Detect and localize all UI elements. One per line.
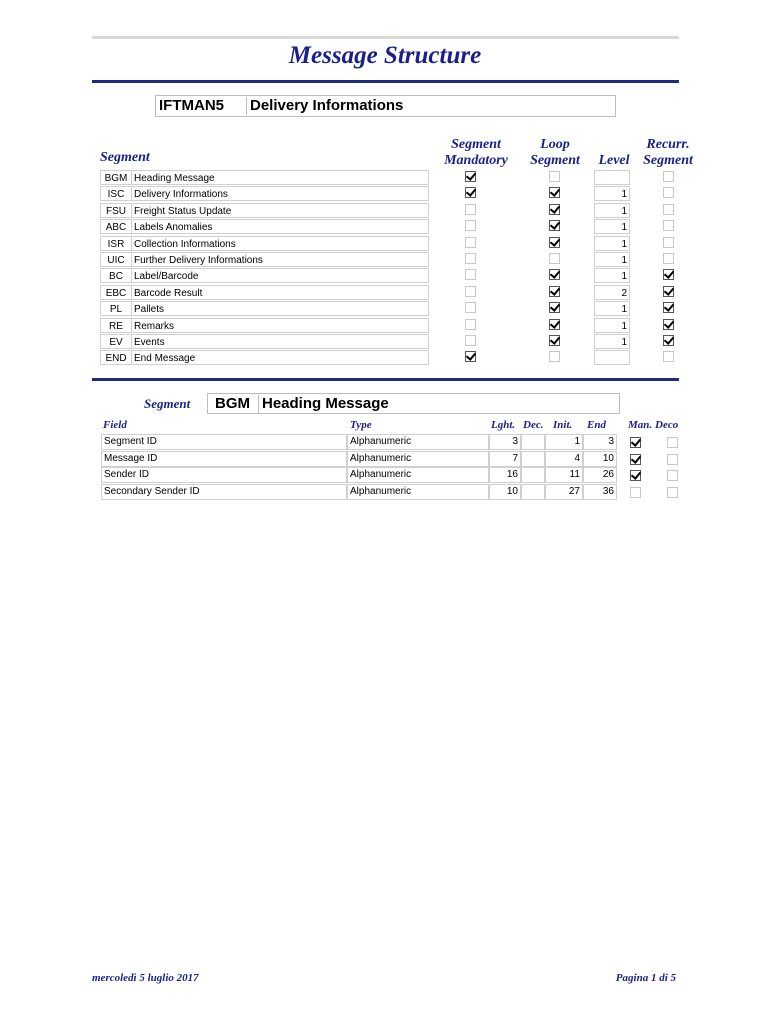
mandatory-field-checkbox[interactable] — [630, 437, 641, 448]
mandatory-checkbox[interactable] — [465, 319, 476, 330]
hdr-init: Init. — [553, 419, 573, 431]
hdr-deco: Deco — [655, 419, 679, 431]
loop-checkbox[interactable] — [549, 269, 560, 280]
recurr-checkbox[interactable] — [663, 335, 674, 346]
mandatory-checkbox[interactable] — [465, 302, 476, 313]
field-length: 16 — [489, 467, 521, 483]
field-init: 11 — [545, 467, 583, 483]
hdr-type: Type — [350, 419, 372, 431]
field-end: 26 — [583, 467, 617, 483]
level-value: 1 — [594, 186, 630, 201]
message-name: Delivery Informations — [250, 97, 404, 114]
level-value: 1 — [594, 301, 630, 316]
field-type: Alphanumeric — [347, 451, 489, 467]
message-code: IFTMAN5 — [157, 97, 247, 115]
col-recurr-line2: Segment — [643, 153, 693, 168]
field-type: Alphanumeric — [347, 467, 489, 483]
top-divider — [92, 36, 679, 39]
field-end: 10 — [583, 451, 617, 467]
level-value: 1 — [594, 252, 630, 267]
segment-name: End Message — [131, 350, 429, 365]
page-title: Message Structure — [288, 42, 482, 69]
mandatory-checkbox[interactable] — [465, 335, 476, 346]
recurr-checkbox[interactable] — [663, 319, 674, 330]
field-end: 36 — [583, 484, 617, 500]
segment-name: Delivery Informations — [131, 186, 429, 201]
segment-code: PL — [100, 301, 131, 316]
level-value: 2 — [594, 285, 630, 300]
segment-code: UIC — [100, 252, 131, 267]
footer-date: mercoledì 5 luglio 2017 — [92, 972, 199, 984]
mandatory-checkbox[interactable] — [465, 187, 476, 198]
field-name: Segment ID — [101, 434, 347, 450]
segment-header: Segment — [100, 150, 150, 165]
segment-code: ISR — [100, 236, 131, 251]
mandatory-checkbox[interactable] — [465, 220, 476, 231]
mandatory-checkbox[interactable] — [465, 351, 476, 362]
mandatory-field-checkbox[interactable] — [630, 487, 641, 498]
segment-name: Events — [131, 334, 429, 349]
hdr-end: End — [587, 419, 606, 431]
deco-checkbox[interactable] — [667, 470, 678, 481]
recurr-checkbox[interactable] — [663, 351, 674, 362]
col-loop-line2: Segment — [530, 153, 580, 168]
recurr-checkbox[interactable] — [663, 302, 674, 313]
segment-code: RE — [100, 318, 131, 333]
mandatory-checkbox[interactable] — [465, 237, 476, 248]
loop-checkbox[interactable] — [549, 204, 560, 215]
hdr-length: Lght. — [491, 419, 516, 431]
field-dec — [521, 434, 545, 450]
field-type: Alphanumeric — [347, 434, 489, 450]
field-type: Alphanumeric — [347, 484, 489, 500]
field-name: Message ID — [101, 451, 347, 467]
hdr-field: Field — [103, 419, 127, 431]
loop-checkbox[interactable] — [549, 335, 560, 346]
mandatory-checkbox[interactable] — [465, 286, 476, 297]
recurr-checkbox[interactable] — [663, 171, 674, 182]
loop-checkbox[interactable] — [549, 187, 560, 198]
mandatory-checkbox[interactable] — [465, 171, 476, 182]
segment-detail-name: Heading Message — [262, 395, 389, 412]
segment-name: Further Delivery Informations — [131, 252, 429, 267]
col-mandatory-line2: Mandatory — [444, 153, 508, 168]
level-value: 1 — [594, 268, 630, 283]
segment-code: BGM — [100, 170, 131, 185]
recurr-checkbox[interactable] — [663, 204, 674, 215]
field-length: 10 — [489, 484, 521, 500]
recurr-checkbox[interactable] — [663, 237, 674, 248]
loop-checkbox[interactable] — [549, 302, 560, 313]
mandatory-checkbox[interactable] — [465, 253, 476, 264]
title-divider — [92, 80, 679, 83]
level-value: 1 — [594, 334, 630, 349]
footer-page: Pagina 1 di 5 — [615, 972, 676, 984]
mandatory-field-checkbox[interactable] — [630, 454, 641, 465]
segment-detail-code: BGM — [209, 395, 259, 413]
segment-name: Labels Anomalies — [131, 219, 429, 234]
level-value: 1 — [594, 219, 630, 234]
level-value: 1 — [594, 318, 630, 333]
segment-detail-label: Segment — [144, 396, 191, 411]
mandatory-checkbox[interactable] — [465, 204, 476, 215]
segment-code: ABC — [100, 219, 131, 234]
field-length: 7 — [489, 451, 521, 467]
loop-checkbox[interactable] — [549, 237, 560, 248]
deco-checkbox[interactable] — [667, 454, 678, 465]
field-length: 3 — [489, 434, 521, 450]
level-value — [594, 350, 630, 365]
hdr-dec: Dec. — [523, 419, 544, 431]
field-dec — [521, 451, 545, 467]
level-value — [594, 170, 630, 185]
recurr-checkbox[interactable] — [663, 286, 674, 297]
segment-name: Label/Barcode — [131, 268, 429, 283]
segment-name: Freight Status Update — [131, 203, 429, 218]
segment-code: FSU — [100, 203, 131, 218]
field-end: 3 — [583, 434, 617, 450]
field-init: 27 — [545, 484, 583, 500]
loop-checkbox[interactable] — [549, 171, 560, 182]
segment-code: ISC — [100, 186, 131, 201]
mandatory-field-checkbox[interactable] — [630, 470, 641, 481]
mandatory-checkbox[interactable] — [465, 269, 476, 280]
segment-name: Remarks — [131, 318, 429, 333]
field-name: Sender ID — [101, 467, 347, 483]
loop-checkbox[interactable] — [549, 286, 560, 297]
segment-name: Collection Informations — [131, 236, 429, 251]
section-divider — [92, 378, 679, 381]
recurr-checkbox[interactable] — [663, 269, 674, 280]
segment-name: Pallets — [131, 301, 429, 316]
segment-name: Heading Message — [131, 170, 429, 185]
level-value: 1 — [594, 236, 630, 251]
field-dec — [521, 467, 545, 483]
deco-checkbox[interactable] — [667, 487, 678, 498]
col-recurr-line1: Recurr. — [646, 137, 690, 152]
segment-name: Barcode Result — [131, 285, 429, 300]
level-value: 1 — [594, 203, 630, 218]
recurr-checkbox[interactable] — [663, 253, 674, 264]
loop-checkbox[interactable] — [549, 319, 560, 330]
recurr-checkbox[interactable] — [663, 220, 674, 231]
recurr-checkbox[interactable] — [663, 187, 674, 198]
loop-checkbox[interactable] — [549, 351, 560, 362]
loop-checkbox[interactable] — [549, 253, 560, 264]
segment-code: END — [100, 350, 131, 365]
field-init: 1 — [545, 434, 583, 450]
col-mandatory-line1: Segment — [451, 137, 501, 152]
field-name: Secondary Sender ID — [101, 484, 347, 500]
segment-code: BC — [100, 268, 131, 283]
hdr-man: Man. — [628, 419, 653, 431]
col-loop-line1: Loop — [540, 137, 570, 152]
deco-checkbox[interactable] — [667, 437, 678, 448]
col-level: Level — [598, 153, 630, 168]
segment-code: EV — [100, 334, 131, 349]
loop-checkbox[interactable] — [549, 220, 560, 231]
field-init: 4 — [545, 451, 583, 467]
field-dec — [521, 484, 545, 500]
segment-code: EBC — [100, 285, 131, 300]
